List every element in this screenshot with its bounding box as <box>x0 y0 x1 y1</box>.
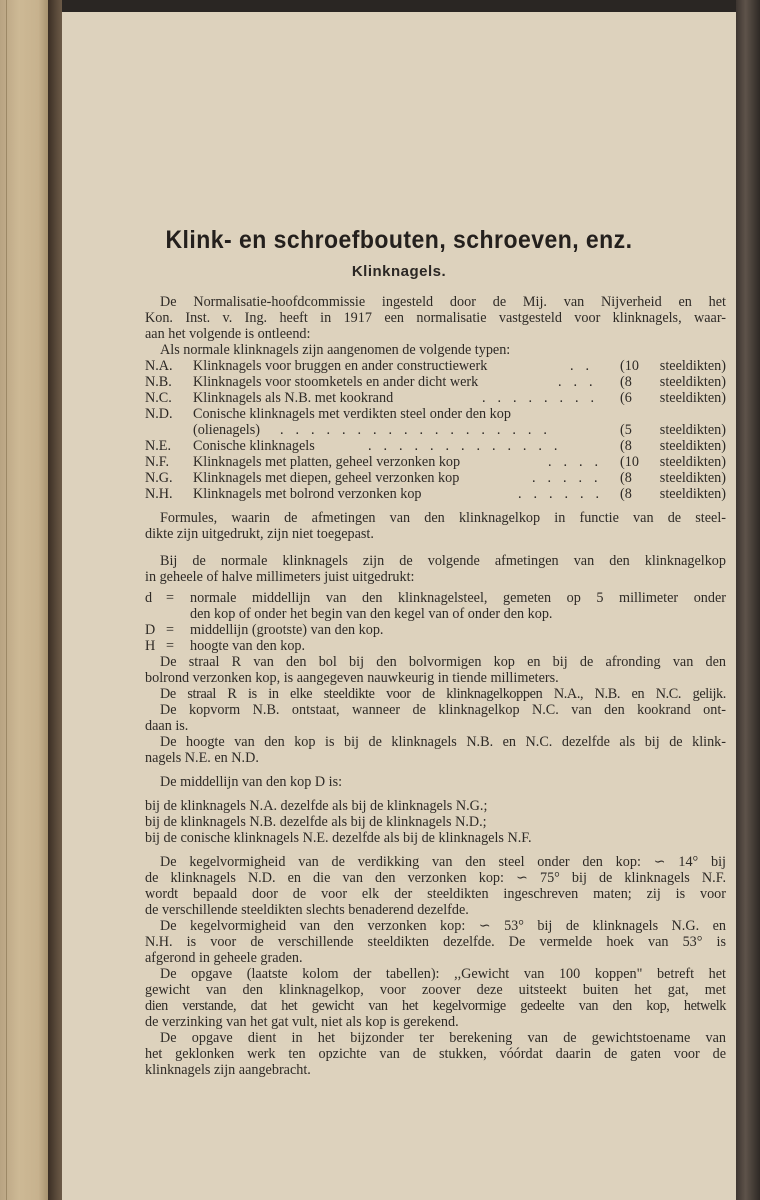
type-desc: Conische klinknagels <box>193 438 315 454</box>
paragraph-line: De straal R van den bol bij den bolvormigen kop en bij de afronding van den <box>160 654 726 670</box>
def-text: hoogte van den kop. <box>190 638 306 654</box>
leader-dots: . . <box>570 358 594 374</box>
paragraph-line: De middellijn van den kop D is: <box>160 774 343 790</box>
paragraph-line: de verschillende steeldikten slechts benaderend dezelfde. <box>145 902 469 918</box>
paragraph-line: daan is. <box>145 718 189 734</box>
type-sizes: (8 steeldikten) <box>620 486 726 502</box>
def-equals: = <box>166 638 175 654</box>
type-code: N.D. <box>145 406 173 422</box>
paragraph-line: De kegelvormigheid van de verdikking van den steel onder den kop: ∽ 14° bij <box>160 854 726 870</box>
leader-dots: . . . . . . <box>518 486 604 502</box>
type-desc: Klinknagels met diepen, geheel verzonken kop <box>193 470 460 486</box>
paragraph-line: de verzinking van het gat vult, niet als kop is gerekend. <box>145 1014 459 1030</box>
paragraph-line: Bij de normale klinknagels zijn de volgende afmetingen van den klinknagelkop <box>160 553 726 569</box>
paragraph-line: het geklonken werk ten opzichte van de stukken, vóórdat daarin de gaten voor de <box>145 1046 726 1062</box>
type-desc: Klinknagels met platten, geheel verzonken kop <box>193 454 461 470</box>
paragraph-line: De opgave dient in het bijzonder ter berekening van de gewichtstoename van <box>160 1030 726 1046</box>
def-equals: = <box>166 590 175 606</box>
intro-line: Als normale klinknagels zijn aangenomen de volgende typen: <box>160 342 511 358</box>
section-title: Klinknagels. <box>351 263 447 280</box>
leader-dots: . . . . . . . . . . . . . <box>368 438 562 454</box>
leader-dots: . . . . . . . . <box>482 390 599 406</box>
type-code: N.C. <box>145 390 172 406</box>
def-text: normale middellijn van den klinknagelsteel, gemeten op 5 millimeter onder <box>190 590 726 606</box>
page-title: Klink- en schroefbouten, schroeven, enz. <box>165 226 633 254</box>
paragraph-line: N.H. is voor de verschillende steeldikten dezelfde. De vermelde hoek van 53° is <box>145 934 726 950</box>
paragraph-line: De hoogte van den kop is bij de klinknagels N.B. en N.C. dezelfde als bij de klink- <box>160 734 726 750</box>
type-sizes: (8 steeldikten) <box>620 470 726 486</box>
def-text: den kop of onder het begin van den kegel van of onder den kop. <box>190 606 553 622</box>
paragraph-line: klinknagels zijn aangebracht. <box>145 1062 311 1078</box>
type-code: N.H. <box>145 486 173 502</box>
paragraph-line: De kopvorm N.B. ontstaat, wanneer de klinknagelkop N.C. van den kookrand ont- <box>160 702 726 718</box>
intro-line: De Normalisatie-hoofdcommissie ingesteld door de Mij. van Nijverheid en het <box>160 294 726 310</box>
list-item: bij de klinknagels N.B. dezelfde als bij de klinknagels N.D.; <box>145 814 487 830</box>
def-equals: = <box>166 622 175 638</box>
paragraph-line: dikte zijn uitgedrukt, zijn niet toegepast. <box>145 526 374 542</box>
leader-dots: . . . . <box>548 454 603 470</box>
paragraph-line: wordt bepaald door de voor elk der steeldikten ingeschreven maten; zij is voor <box>145 886 726 902</box>
type-desc: Klinknagels voor stoomketels en ander dicht werk <box>193 374 479 390</box>
type-code: N.F. <box>145 454 170 470</box>
paragraph-line: Formules, waarin de afmetingen van den klinknagelkop in functie van de steel- <box>160 510 726 526</box>
book-spine <box>48 0 62 1200</box>
leader-dots: . . . <box>558 374 597 390</box>
type-sizes: (10 steeldikten) <box>620 454 726 470</box>
type-sizes: (8 steeldikten) <box>620 438 726 454</box>
def-symbol: H <box>145 638 156 654</box>
paragraph-line: afgerond in geheele graden. <box>145 950 303 966</box>
type-sizes: (8 steeldikten) <box>620 374 726 390</box>
intro-line: aan het volgende is ontleend: <box>145 326 311 342</box>
type-sizes: (5 steeldikten) <box>620 422 726 438</box>
list-item: bij de conische klinknagels N.E. dezelfde als bij de klinknagels N.F. <box>145 830 532 846</box>
paragraph-line: De opgave (laatste kolom der tabellen): ,,Gewicht van 100 koppen" betreft het <box>160 966 726 982</box>
page-edges-right <box>736 0 760 1200</box>
type-desc: Klinknagels voor bruggen en ander constructiewerk <box>193 358 488 374</box>
type-desc: Klinknagels met bolrond verzonken kop <box>193 486 422 502</box>
list-item: bij de klinknagels N.A. dezelfde als bij de klinknagels N.G.; <box>145 798 488 814</box>
paragraph-line: De straal R is in elke steeldikte voor de klinknagelkoppen N.A., N.B. en N.C. gelijk. <box>160 686 726 702</box>
def-symbol: d <box>145 590 153 606</box>
type-sizes: (6 steeldikten) <box>620 390 726 406</box>
paragraph-line: dien verstande, dat het gewicht van het kegelvormige gedeelte van den kop, hetwelk <box>145 998 726 1014</box>
paragraph-line: gewicht van den klinknagelkop, voor zoover deze uitsteekt buiten het gat, met <box>145 982 726 998</box>
type-desc: Klinknagels als N.B. met kookrand <box>193 390 394 406</box>
type-sizes: (10 steeldikten) <box>620 358 726 374</box>
type-desc: (olienagels) <box>193 422 260 438</box>
leader-dots: . . . . . . . . . . . . . . . . . . <box>280 422 552 438</box>
page-edges-left <box>0 0 48 1200</box>
paragraph-line: nagels N.E. en N.D. <box>145 750 259 766</box>
leader-dots: . . . . . <box>532 470 602 486</box>
def-text: middellijn (grootste) van den kop. <box>190 622 384 638</box>
def-symbol: D <box>145 622 156 638</box>
type-desc: Conische klinknagels met verdikten steel onder den kop <box>193 406 511 422</box>
paragraph-line: in geheele of halve millimeters juist uitgedrukt: <box>145 569 415 585</box>
intro-line: Kon. Inst. v. Ing. heeft in 1917 een normalisatie vastgesteld voor klinknagels, waar- <box>145 310 726 326</box>
paragraph-line: bolrond verzonken kop, is aangegeven nauwkeurig in tiende millimeters. <box>145 670 559 686</box>
type-code: N.A. <box>145 358 173 374</box>
paragraph-line: de klinknagels N.D. en die van den verzonken kop: ∽ 75° bij de klinknagels N.F. <box>145 870 726 886</box>
paragraph-line: De kegelvormigheid van den verzonken kop: ∽ 53° bij de klinknagels N.G. en <box>160 918 726 934</box>
type-code: N.B. <box>145 374 172 390</box>
type-code: N.G. <box>145 470 173 486</box>
top-shadow <box>0 0 760 12</box>
type-code: N.E. <box>145 438 172 454</box>
